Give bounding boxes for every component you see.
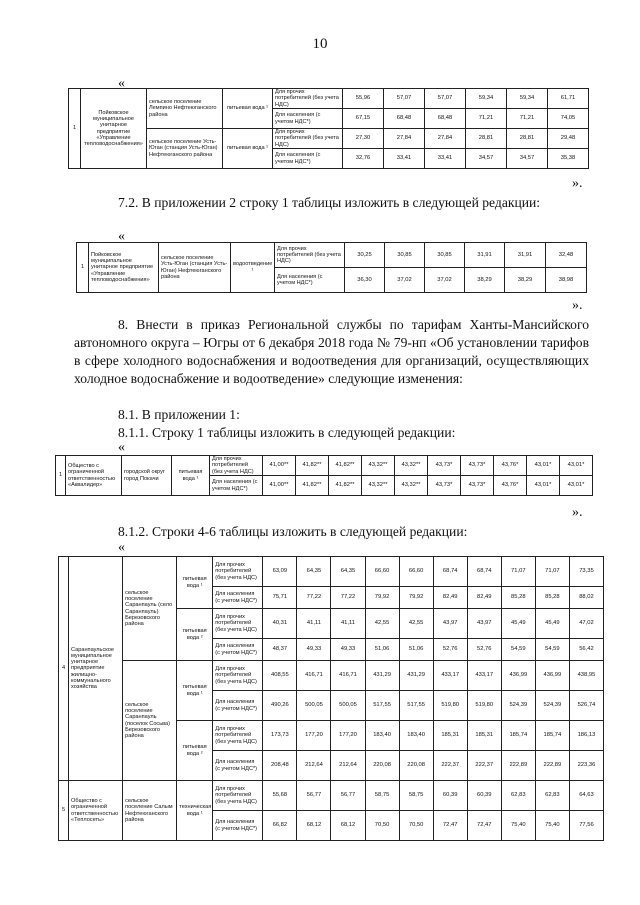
quote-close-1: ». <box>572 176 583 191</box>
water-type-cell: питьевая вода ¹ <box>223 89 273 129</box>
tariff-value: 212,64 <box>297 751 331 781</box>
tariff-value: 27,84 <box>425 129 466 149</box>
consumer-cell: Для населения (с учетом НДС*) <box>273 109 343 129</box>
tariff-value: 517,55 <box>365 691 399 721</box>
tariff-value: 33,41 <box>425 149 466 169</box>
tariff-value: 63,09 <box>263 557 297 587</box>
consumer-cell: Для населения (с учетом НДС*) <box>213 691 263 721</box>
tariff-value: 43,32** <box>395 456 428 476</box>
tariff-value: 37,02 <box>385 268 425 293</box>
tariff-value: 82,49 <box>467 587 501 609</box>
settlement-cell: городской округ город Покачи <box>122 456 172 496</box>
tariff-value: 31,91 <box>505 243 546 268</box>
water-type-cell: питьевая вода ¹ <box>177 661 213 721</box>
tariff-value: 41,11 <box>331 609 365 639</box>
tariff-value: 490,26 <box>263 691 297 721</box>
tariff-value: 72,47 <box>467 811 501 841</box>
tariff-value: 33,41 <box>384 149 425 169</box>
tariff-value: 526,74 <box>569 691 603 721</box>
tariff-value: 62,83 <box>501 781 535 811</box>
tariff-value: 68,12 <box>297 811 331 841</box>
tariff-value: 43,73* <box>428 476 461 496</box>
tariff-value: 41,82** <box>329 456 362 476</box>
tariff-value: 37,02 <box>425 268 465 293</box>
tariff-table-3 <box>55 455 593 496</box>
tariff-value: 82,49 <box>433 587 467 609</box>
consumer-cell: Для прочих потребителей (без учета НДС) <box>213 557 263 587</box>
tariff-value: 32,76 <box>343 149 384 169</box>
tariff-value: 66,60 <box>399 557 433 587</box>
tariff-value: 56,42 <box>569 639 603 661</box>
tariff-value: 519,80 <box>467 691 501 721</box>
organization-cell: Общество с ограниченной ответственностью «Теплосеть» <box>69 781 123 841</box>
tariff-value: 43,76* <box>494 476 527 496</box>
tariff-value: 68,48 <box>425 109 466 129</box>
tariff-value: 431,29 <box>399 661 433 691</box>
tariff-value: 41,82** <box>296 476 329 496</box>
tariff-value: 408,55 <box>263 661 297 691</box>
tariff-value: 32,48 <box>546 243 587 268</box>
tariff-value: 173,73 <box>263 721 297 751</box>
tariff-value: 85,28 <box>535 587 569 609</box>
water-type-cell: питьевая вода ² <box>177 609 213 661</box>
tariff-value: 71,07 <box>535 557 569 587</box>
tariff-value: 43,32** <box>395 476 428 496</box>
tariff-value: 38,29 <box>505 268 546 293</box>
tariff-value: 433,17 <box>433 661 467 691</box>
tariff-value: 185,74 <box>535 721 569 751</box>
service-type-cell: водоотведение ¹ <box>231 243 275 293</box>
tariff-value: 183,40 <box>365 721 399 751</box>
tariff-value: 59,34 <box>466 89 507 109</box>
paragraph-8-1-1: 8.1.1. Строку 1 таблицы изложить в следующей редакции: <box>118 425 456 440</box>
table-row <box>59 781 604 811</box>
row-number: 1 <box>56 456 66 496</box>
table-row <box>69 129 589 149</box>
tariff-value: 519,80 <box>433 691 467 721</box>
tariff-value: 500,05 <box>297 691 331 721</box>
tariff-value: 500,05 <box>331 691 365 721</box>
consumer-cell: Для населения (с учетом НДС*) <box>213 639 263 661</box>
tariff-value: 52,76 <box>433 639 467 661</box>
tariff-value: 54,59 <box>535 639 569 661</box>
settlement-cell: сельское поселение Саранпауль (село Саранпауль) Березовского района <box>123 557 177 661</box>
tariff-value: 222,37 <box>467 751 501 781</box>
tariff-value: 185,31 <box>467 721 501 751</box>
tariff-value: 47,02 <box>569 609 603 639</box>
settlement-cell: сельское поселение Салым Нефтеюганского района <box>123 781 177 841</box>
tariff-value: 185,74 <box>501 721 535 751</box>
tariff-value: 51,06 <box>399 639 433 661</box>
tariff-value: 75,40 <box>501 811 535 841</box>
table-row <box>56 456 593 476</box>
tariff-value: 438,95 <box>569 661 603 691</box>
paragraph-8: 8. Внести в приказ Региональной службы по тарифам Ханты-Мансийского автономного округа – Югры от 6 декабря 2018 года № 79-нп «Об установлении тарифов в сфере холодного водоснабжения и водоотведения для организаций, осуществляющих холодное водоснабжение и водоотведение» следующие изменения: <box>74 317 589 386</box>
quote-open-2: « <box>118 229 125 244</box>
tariff-value: 41,82** <box>296 456 329 476</box>
quote-open-1: « <box>118 76 125 91</box>
paragraph-7-2: 7.2. В приложении 2 строку 1 таблицы изложить в следующей редакции: <box>118 195 541 210</box>
tariff-value: 43,32** <box>362 456 395 476</box>
tariff-value: 185,31 <box>433 721 467 751</box>
tariff-value: 71,07 <box>501 557 535 587</box>
tariff-value: 68,74 <box>467 557 501 587</box>
tariff-value: 183,40 <box>399 721 433 751</box>
row-number: 4 <box>59 557 69 781</box>
consumer-cell: Для населения (с учетом НДС*) <box>210 476 263 496</box>
quote-open-4: « <box>118 540 125 555</box>
tariff-value: 51,06 <box>365 639 399 661</box>
page-number: 10 <box>312 36 328 52</box>
tariff-value: 517,55 <box>399 691 433 721</box>
tariff-value: 524,39 <box>535 691 569 721</box>
tariff-value: 79,92 <box>365 587 399 609</box>
water-type-cell: питьевая вода ¹ <box>177 557 213 609</box>
tariff-value: 48,37 <box>263 639 297 661</box>
tariff-value: 436,99 <box>501 661 535 691</box>
tariff-value: 43,32** <box>362 476 395 496</box>
tariff-value: 60,39 <box>467 781 501 811</box>
tariff-value: 71,21 <box>466 109 507 129</box>
tariff-value: 57,07 <box>425 89 466 109</box>
tariff-value: 416,71 <box>297 661 331 691</box>
tariff-value: 186,13 <box>569 721 603 751</box>
tariff-value: 31,91 <box>465 243 505 268</box>
tariff-value: 42,55 <box>399 609 433 639</box>
tariff-value: 45,49 <box>535 609 569 639</box>
tariff-value: 55,96 <box>343 89 384 109</box>
water-type-cell: техническая вода ¹ <box>177 781 213 841</box>
tariff-value: 177,20 <box>297 721 331 751</box>
tariff-value: 43,76* <box>494 456 527 476</box>
settlement-cell: сельское поселение Усть-Юган (станция Усть-Юган) Нефтеюганского района <box>147 129 223 169</box>
tariff-value: 43,97 <box>467 609 501 639</box>
tariff-value: 68,74 <box>433 557 467 587</box>
consumer-cell: Для прочих потребителей (без учета НДС) <box>213 781 263 811</box>
consumer-cell: Для населения (с учетом НДС*) <box>275 268 345 293</box>
consumer-cell: Для прочих потребителей (без учета НДС) <box>275 243 345 268</box>
tariff-value: 43,97 <box>433 609 467 639</box>
tariff-value: 34,57 <box>507 149 548 169</box>
tariff-table-1 <box>68 88 589 169</box>
paragraph-8-1-2: 8.1.2. Строки 4-6 таблицы изложить в следующей редакции: <box>118 524 468 539</box>
tariff-value: 220,08 <box>399 751 433 781</box>
tariff-value: 56,77 <box>297 781 331 811</box>
tariff-value: 41,00** <box>263 476 296 496</box>
tariff-value: 62,83 <box>535 781 569 811</box>
tariff-table-4 <box>58 556 604 841</box>
consumer-cell: Для населения (с учетом НДС*) <box>213 751 263 781</box>
row-number: 1 <box>69 89 81 169</box>
tariff-value: 77,22 <box>297 587 331 609</box>
tariff-value: 64,35 <box>297 557 331 587</box>
consumer-cell: Для прочих потребителей (без учета НДС) <box>273 89 343 109</box>
tariff-value: 43,73* <box>428 456 461 476</box>
tariff-value: 35,38 <box>548 149 589 169</box>
tariff-value: 49,33 <box>331 639 365 661</box>
tariff-value: 68,48 <box>384 109 425 129</box>
quote-close-2: ». <box>572 298 583 313</box>
tariff-value: 49,33 <box>297 639 331 661</box>
tariff-value: 208,48 <box>263 751 297 781</box>
paragraph-8-1: 8.1. В приложении 1: <box>118 407 240 422</box>
row-number: 5 <box>59 781 69 841</box>
tariff-value: 524,39 <box>501 691 535 721</box>
consumer-cell: Для прочих потребителей (без учета НДС) <box>213 661 263 691</box>
tariff-value: 66,60 <box>365 557 399 587</box>
water-type-cell: питьевая вода ¹ <box>223 129 273 169</box>
tariff-value: 436,99 <box>535 661 569 691</box>
tariff-value: 54,59 <box>501 639 535 661</box>
tariff-value: 212,64 <box>331 751 365 781</box>
tariff-value: 79,92 <box>399 587 433 609</box>
tariff-value: 30,85 <box>385 243 425 268</box>
tariff-value: 36,30 <box>345 268 385 293</box>
settlement-cell: сельское поселение Лемпино Нефтеюганского района <box>147 89 223 129</box>
tariff-value: 41,82** <box>329 476 362 496</box>
organization-cell: Пойковское муниципальное унитарное предприятие «Управление тепловодоснабжения» <box>81 89 147 169</box>
tariff-value: 223,36 <box>569 751 603 781</box>
tariff-value: 67,15 <box>343 109 384 129</box>
water-type-cell: питьевая вода ¹ <box>172 456 210 496</box>
quote-open-3: « <box>118 440 125 455</box>
consumer-cell: Для населения (с учетом НДС*) <box>273 149 343 169</box>
tariff-value: 416,71 <box>331 661 365 691</box>
tariff-value: 431,29 <box>365 661 399 691</box>
tariff-value: 71,21 <box>507 109 548 129</box>
tariff-value: 43,01* <box>527 476 560 496</box>
settlement-cell: сельское поселение Усть-Юган (станция Усть-Юган) Нефтеюганского района <box>159 243 231 293</box>
tariff-value: 70,50 <box>399 811 433 841</box>
table-row <box>69 89 589 109</box>
table-row <box>77 243 587 268</box>
tariff-value: 58,75 <box>399 781 433 811</box>
tariff-value: 222,89 <box>535 751 569 781</box>
consumer-cell: Для населения (с учетом НДС*) <box>213 587 263 609</box>
tariff-value: 43,01* <box>527 456 560 476</box>
tariff-value: 61,71 <box>548 89 589 109</box>
tariff-value: 43,73* <box>461 476 494 496</box>
water-type-cell: питьевая вода ² <box>177 721 213 781</box>
tariff-value: 64,35 <box>331 557 365 587</box>
consumer-cell: Для прочих потребителей (без учета НДС) <box>213 721 263 751</box>
tariff-value: 40,31 <box>263 609 297 639</box>
consumer-cell: Для прочих потребителей (без учета НДС) <box>210 456 263 476</box>
tariff-value: 55,68 <box>263 781 297 811</box>
table-row <box>59 557 604 587</box>
consumer-cell: Для прочих потребителей (без учета НДС) <box>273 129 343 149</box>
tariff-value: 77,22 <box>331 587 365 609</box>
tariff-value: 64,63 <box>569 781 603 811</box>
tariff-value: 43,01* <box>560 456 593 476</box>
tariff-value: 85,28 <box>501 587 535 609</box>
tariff-value: 28,81 <box>466 129 507 149</box>
tariff-value: 58,75 <box>365 781 399 811</box>
organization-cell: Общество с ограниченной ответственностью «Аквалидер» <box>66 456 122 496</box>
tariff-value: 222,89 <box>501 751 535 781</box>
table-row <box>59 661 604 691</box>
organization-cell: Пойковское муниципальное унитарное предприятие «Управление тепловодоснабжения» <box>89 243 159 293</box>
quote-close-3: ». <box>572 505 583 520</box>
tariff-value: 29,48 <box>548 129 589 149</box>
tariff-value: 27,30 <box>343 129 384 149</box>
tariff-value: 177,20 <box>331 721 365 751</box>
tariff-value: 220,08 <box>365 751 399 781</box>
tariff-value: 34,57 <box>466 149 507 169</box>
tariff-value: 433,17 <box>467 661 501 691</box>
tariff-value: 77,56 <box>569 811 603 841</box>
tariff-table-2 <box>76 242 587 293</box>
tariff-value: 42,55 <box>365 609 399 639</box>
tariff-value: 38,98 <box>546 268 587 293</box>
tariff-value: 75,71 <box>263 587 297 609</box>
tariff-value: 27,84 <box>384 129 425 149</box>
tariff-value: 70,50 <box>365 811 399 841</box>
tariff-value: 30,25 <box>345 243 385 268</box>
tariff-value: 41,00** <box>263 456 296 476</box>
tariff-value: 88,02 <box>569 587 603 609</box>
tariff-value: 75,40 <box>535 811 569 841</box>
organization-cell: Саранпаульское муниципальное унитарное предприятие жилищно-коммунального хозяйства <box>69 557 123 781</box>
tariff-value: 73,35 <box>569 557 603 587</box>
consumer-cell: Для прочих потребителей (без учета НДС) <box>213 609 263 639</box>
tariff-value: 43,01* <box>560 476 593 496</box>
tariff-value: 56,77 <box>331 781 365 811</box>
tariff-value: 38,29 <box>465 268 505 293</box>
tariff-value: 74,05 <box>548 109 589 129</box>
tariff-value: 72,47 <box>433 811 467 841</box>
tariff-value: 222,37 <box>433 751 467 781</box>
tariff-value: 57,07 <box>384 89 425 109</box>
tariff-value: 41,11 <box>297 609 331 639</box>
tariff-value: 30,85 <box>425 243 465 268</box>
tariff-value: 66,82 <box>263 811 297 841</box>
tariff-value: 28,81 <box>507 129 548 149</box>
row-number: 1 <box>77 243 89 293</box>
settlement-cell: сельское поселение Саранпауль (поселок Сосьва) Березовского района <box>123 661 177 781</box>
tariff-value: 68,12 <box>331 811 365 841</box>
tariff-value: 59,34 <box>507 89 548 109</box>
tariff-value: 43,73* <box>461 456 494 476</box>
tariff-value: 60,39 <box>433 781 467 811</box>
consumer-cell: Для населения (с учетом НДС*) <box>213 811 263 841</box>
tariff-value: 45,49 <box>501 609 535 639</box>
tariff-value: 52,76 <box>467 639 501 661</box>
